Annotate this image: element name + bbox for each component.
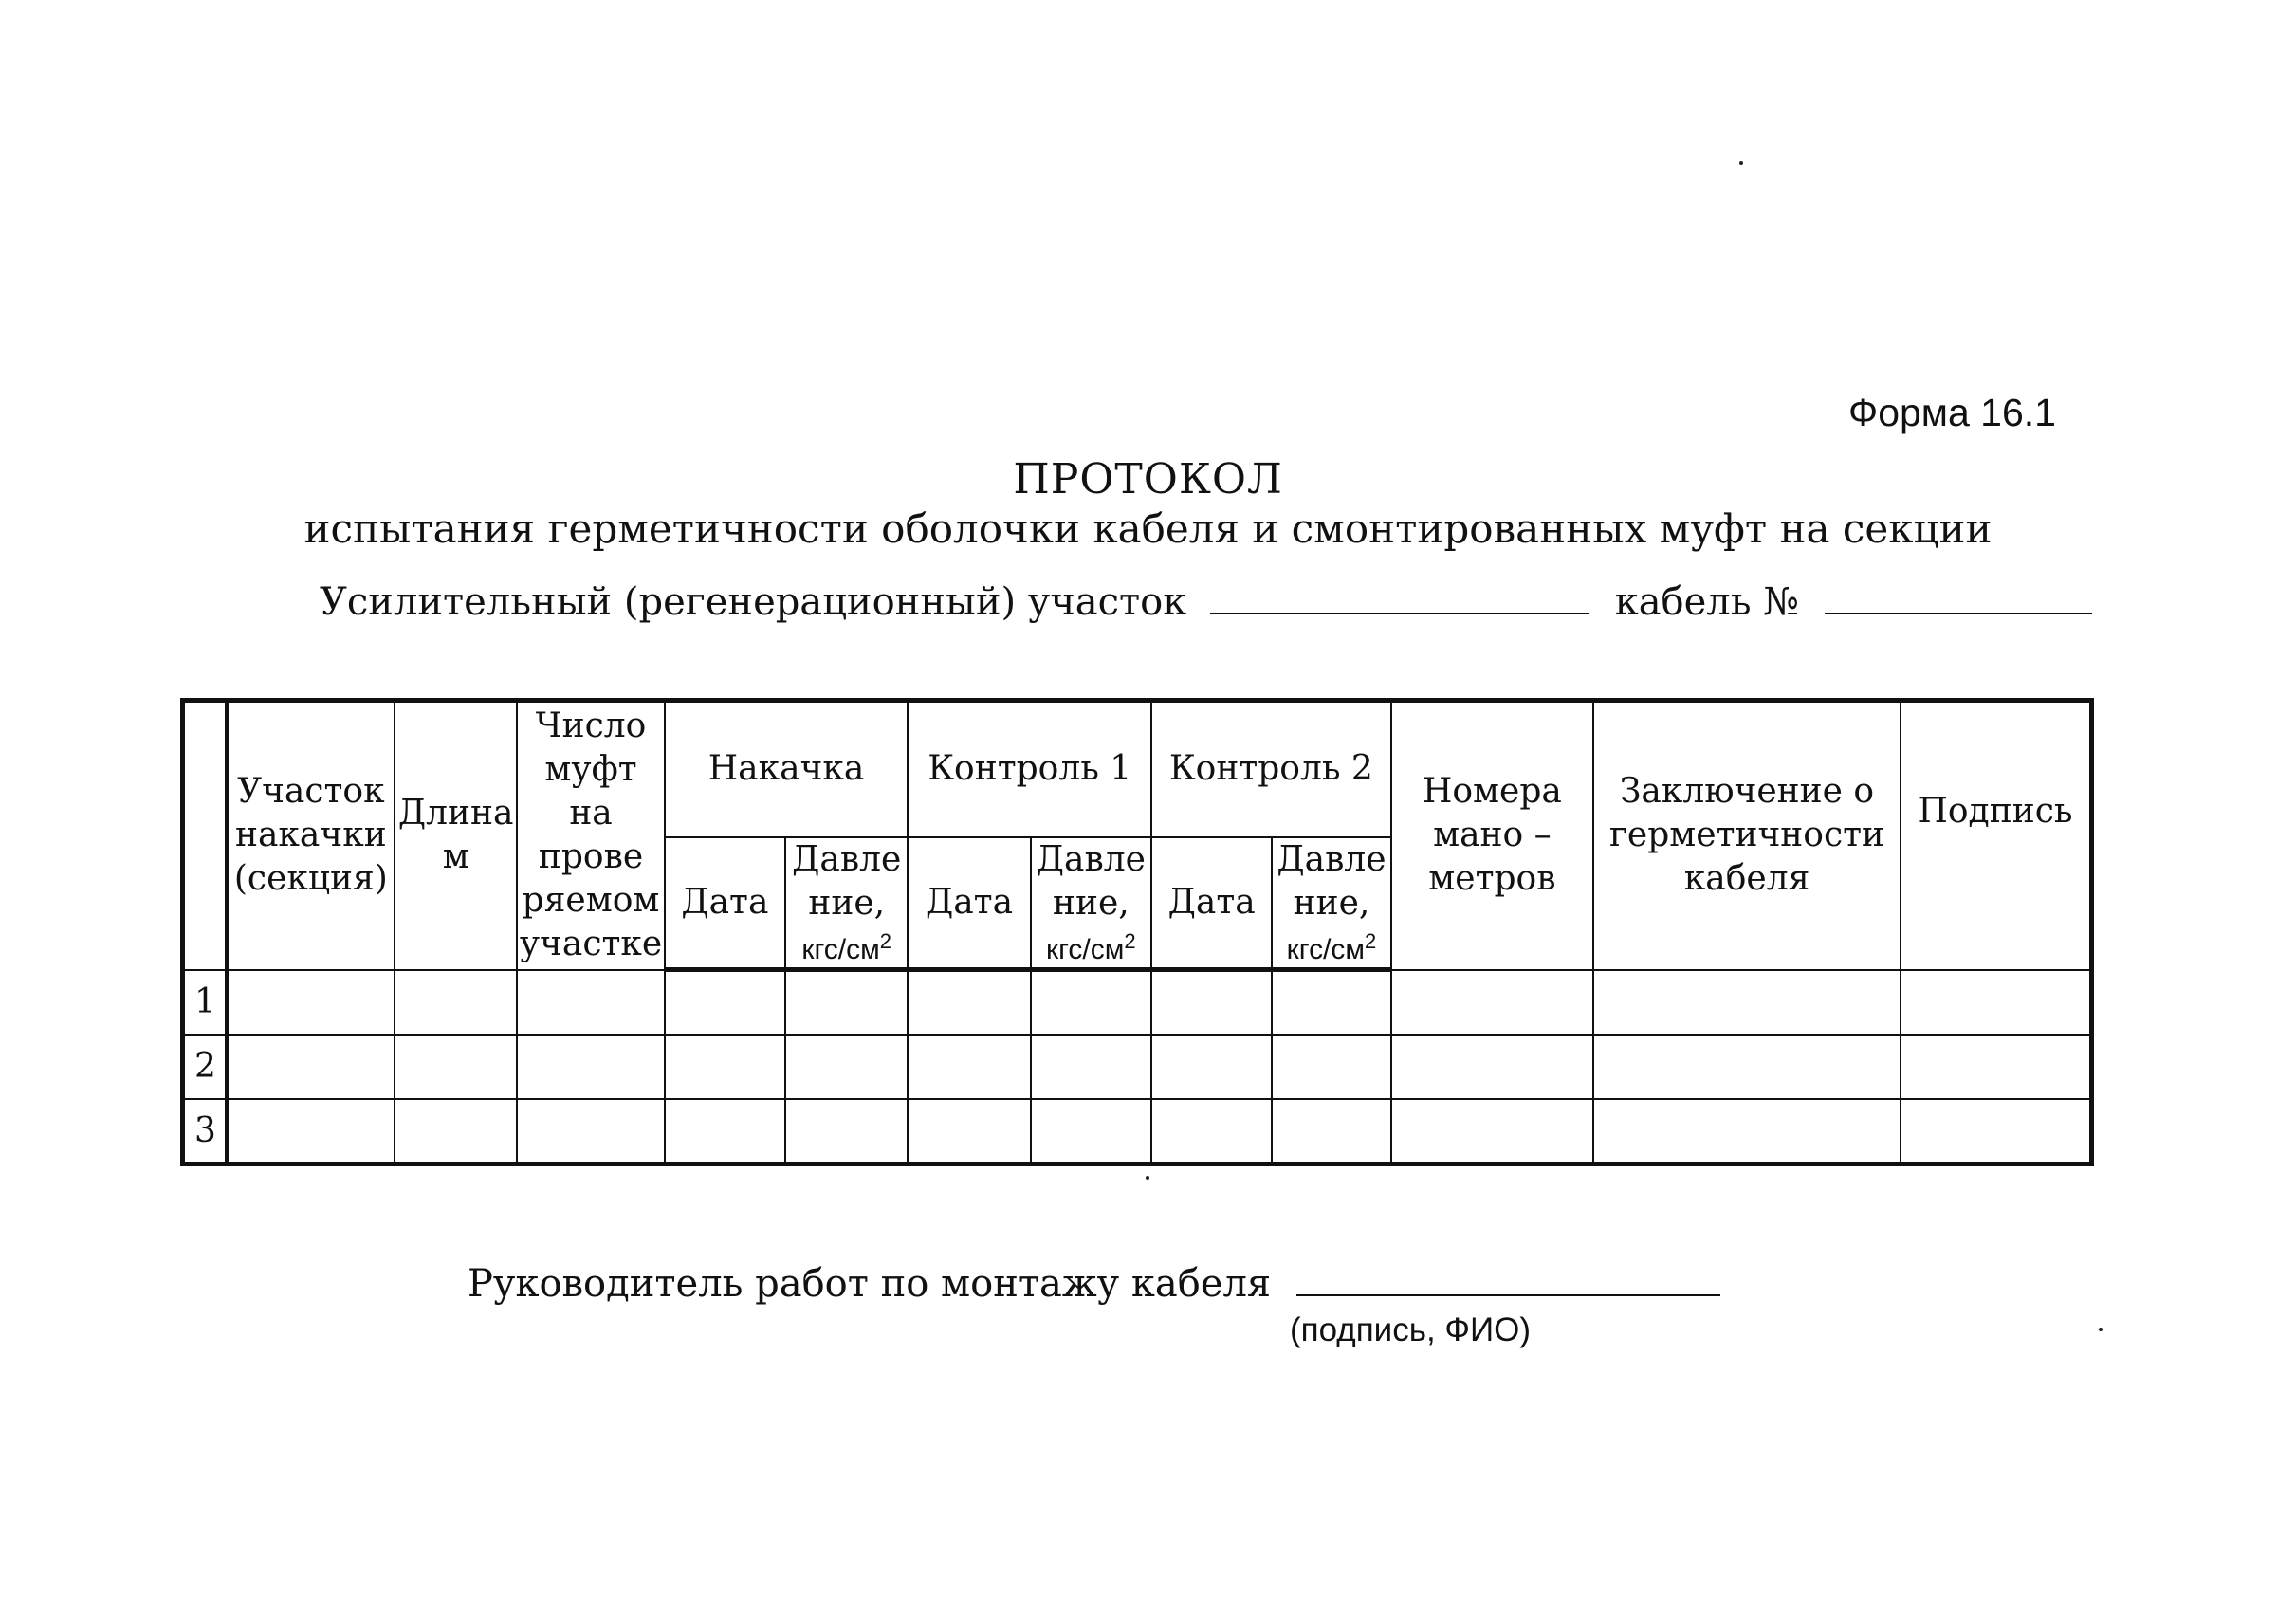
cell-control2-pressure[interactable] (1272, 1099, 1390, 1164)
scan-speck (1146, 1176, 1149, 1180)
cell-gauge-numbers[interactable] (1391, 1099, 1594, 1164)
table-row (183, 1035, 2092, 1099)
table-row (183, 970, 2092, 1035)
cell-gauge-numbers[interactable] (1391, 970, 1594, 1035)
header-control2-date: Дата (1151, 837, 1272, 970)
cell-control2-pressure[interactable] (1272, 1035, 1390, 1099)
cell-control1-pressure[interactable] (1031, 1099, 1151, 1164)
cell-length[interactable] (395, 1099, 517, 1164)
cell-signature[interactable] (1901, 1035, 2092, 1099)
cell-signature[interactable] (1901, 970, 2092, 1035)
cell-inflation-pressure[interactable] (785, 970, 908, 1035)
cell-control1-date[interactable] (908, 970, 1030, 1035)
cell-conclusion[interactable] (1593, 970, 1901, 1035)
cell-inflation-pressure[interactable] (785, 1035, 908, 1099)
scan-speck (1739, 161, 1743, 165)
cell-section[interactable] (227, 1035, 395, 1099)
header-control-1: Контроль 1 (908, 701, 1151, 837)
cell-couplings[interactable] (517, 1035, 664, 1099)
cell-control1-date[interactable] (908, 1099, 1030, 1164)
signature-label: Руководитель работ по монтажу кабеля (468, 1262, 1272, 1306)
header-gauge-numbers: Номера мано – метров (1391, 701, 1594, 970)
pressure-unit: кгс/$см^2$ (801, 929, 892, 966)
header-inflation-date: Дата (665, 837, 785, 970)
cell-inflation-date[interactable] (665, 1099, 785, 1164)
row-number: 3 (183, 1099, 227, 1164)
cell-control1-pressure[interactable] (1031, 1035, 1151, 1099)
section-line (320, 580, 2092, 624)
document-subtitle: испытания герметичности оболочки кабеля и смонтированных муфт на секции (303, 505, 1993, 552)
cable-number-label: кабель № (1614, 580, 1800, 624)
cell-length[interactable] (395, 970, 517, 1035)
header-inflation: Накачка (665, 701, 909, 837)
form-number: Форма 16.1 (1848, 391, 2056, 434)
cell-inflation-date[interactable] (665, 970, 785, 1035)
header-inflation-pressure: Давле ние, кгс/$см^2$ (785, 837, 908, 970)
cell-conclusion[interactable] (1593, 1035, 1901, 1099)
pressure-unit: кгс/$см^2$ (1046, 929, 1136, 966)
header-section: Участок накачки (секция) (227, 701, 395, 970)
header-signature: Подпись (1901, 701, 2092, 970)
cell-length[interactable] (395, 1035, 517, 1099)
cell-control1-pressure[interactable] (1031, 970, 1151, 1035)
pressure-unit: кгс/$см^2$ (1286, 929, 1377, 966)
section-label: Усилительный (регенерационный) участок (320, 580, 1187, 624)
signature-caption: (подпись, ФИО) (1290, 1311, 1532, 1348)
section-blank-field[interactable] (1210, 584, 1589, 614)
cell-gauge-numbers[interactable] (1391, 1035, 1594, 1099)
signature-blank-field[interactable] (1296, 1266, 1720, 1296)
header-control-2: Контроль 2 (1151, 701, 1391, 837)
signature-line (468, 1262, 1720, 1306)
table-body (183, 970, 2092, 1164)
cell-control2-pressure[interactable] (1272, 970, 1390, 1035)
header-control2-pressure: Давле ние, кгс/$см^2$ (1272, 837, 1390, 970)
cell-conclusion[interactable] (1593, 1099, 1901, 1164)
header-control1-date: Дата (908, 837, 1030, 970)
document-title: ПРОТОКОЛ (1013, 455, 1283, 504)
cell-control2-date[interactable] (1151, 970, 1272, 1035)
cell-signature[interactable] (1901, 1099, 2092, 1164)
cell-couplings[interactable] (517, 1099, 664, 1164)
header-couplings-count: Число муфт на прове ряемом участке (517, 701, 664, 970)
table-row (183, 1099, 2092, 1164)
header-row-number (183, 701, 227, 970)
cell-section[interactable] (227, 1099, 395, 1164)
cell-inflation-pressure[interactable] (785, 1099, 908, 1164)
protocol-table (180, 698, 2094, 1166)
header-length: Длина м (395, 701, 517, 970)
row-number: 2 (183, 1035, 227, 1099)
cell-couplings[interactable] (517, 970, 664, 1035)
row-number: 1 (183, 970, 227, 1035)
scan-speck (2099, 1328, 2103, 1331)
cell-control2-date[interactable] (1151, 1035, 1272, 1099)
cell-inflation-date[interactable] (665, 1035, 785, 1099)
cell-control2-date[interactable] (1151, 1099, 1272, 1164)
cell-section[interactable] (227, 970, 395, 1035)
cable-number-blank-field[interactable] (1825, 584, 2092, 614)
cell-control1-date[interactable] (908, 1035, 1030, 1099)
header-control1-pressure: Давле ние, кгс/$см^2$ (1031, 837, 1151, 970)
header-conclusion: Заключение о герметичности кабеля (1593, 701, 1901, 970)
